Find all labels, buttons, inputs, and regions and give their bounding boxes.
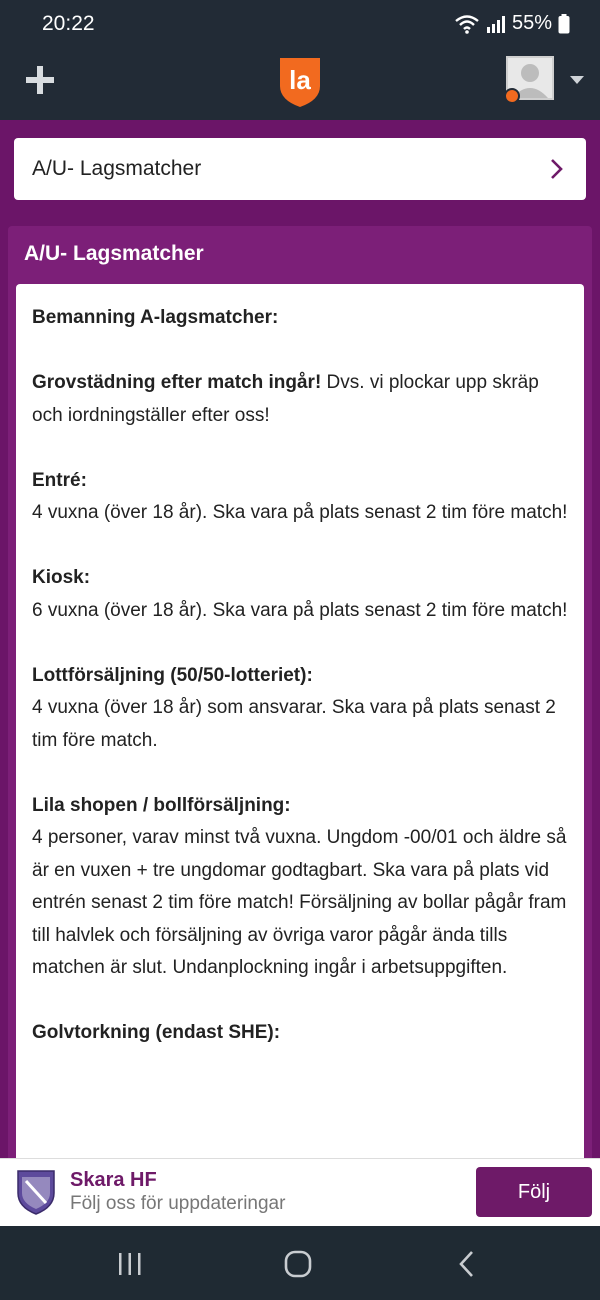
status-time: 20:22 [42,12,95,35]
notification-dot [504,88,520,104]
back-button[interactable] [452,1248,484,1280]
signal-icon [486,15,506,33]
selector-label: A/U- Lagsmatcher [32,157,202,180]
paragraph-cleanup: Grovstädning efter match ingår! Dvs. vi plockar upp skräp och iordningställer efter oss! [32,372,539,426]
recent-apps-icon [114,1248,146,1280]
category-selector[interactable] [14,138,586,200]
club-name[interactable]: Skara HF [70,1169,157,1191]
paragraph-lottery: Lottförsäljning (50/50-lotteriet): 4 vuxna (över 18 år) som ansvarar. Ska vara på plats senast 2 tim före match. [32,664,556,751]
paragraph-entrance: Entré: 4 vuxna (över 18 år). Ska vara på plats senast 2 tim före match! [32,469,568,523]
add-button[interactable] [24,64,56,96]
card-title: A/U- Lagsmatcher [24,242,204,265]
paragraph-shop: Lila shopen / bollförsäljning: 4 personer, varav minst två vuxna. Ungdom -00/01 och äldre så är en vuxen + tre ungdomar godtagbart. Ska vara på plats vid entrén senast 2 tim före match! Försäljning av bollar pågår fram till halvlek och försäljning av övriga varor pågår ända tills matchen är slut. Undanplockning ingår i arbetsuppgiften. [32,794,567,978]
battery-icon [558,14,570,34]
follow-subtitle: Följ oss för uppdateringar [70,1193,286,1214]
profile-menu[interactable] [506,56,558,108]
battery-percent: 55% [511,12,552,34]
follow-button[interactable]: Följ [476,1167,592,1217]
paragraph-staffing: Bemanning A-lagsmatcher: [32,307,279,328]
home-button[interactable] [282,1248,314,1280]
chevron-right-icon [550,158,564,180]
app-logo[interactable] [278,56,322,108]
system-nav-bar [0,1226,600,1300]
card-body [16,284,584,1164]
card-header [8,226,592,282]
back-icon [452,1248,484,1280]
status-bar [0,0,600,44]
plus-icon [24,64,56,96]
recent-apps-button[interactable] [114,1248,146,1280]
app-bar [0,44,600,120]
status-indicators [454,12,570,35]
home-icon [282,1248,314,1280]
wifi-icon [454,14,480,34]
chevron-down-icon[interactable] [570,76,584,84]
paragraph-floor: Golvtorkning (endast SHE): [32,1022,281,1043]
paragraph-kiosk: Kiosk: 6 vuxna (över 18 år). Ska vara på plats senast 2 tim före match! [32,567,568,621]
logo-text: la [289,65,311,95]
follow-bar [0,1158,600,1226]
club-logo[interactable] [16,1169,56,1215]
